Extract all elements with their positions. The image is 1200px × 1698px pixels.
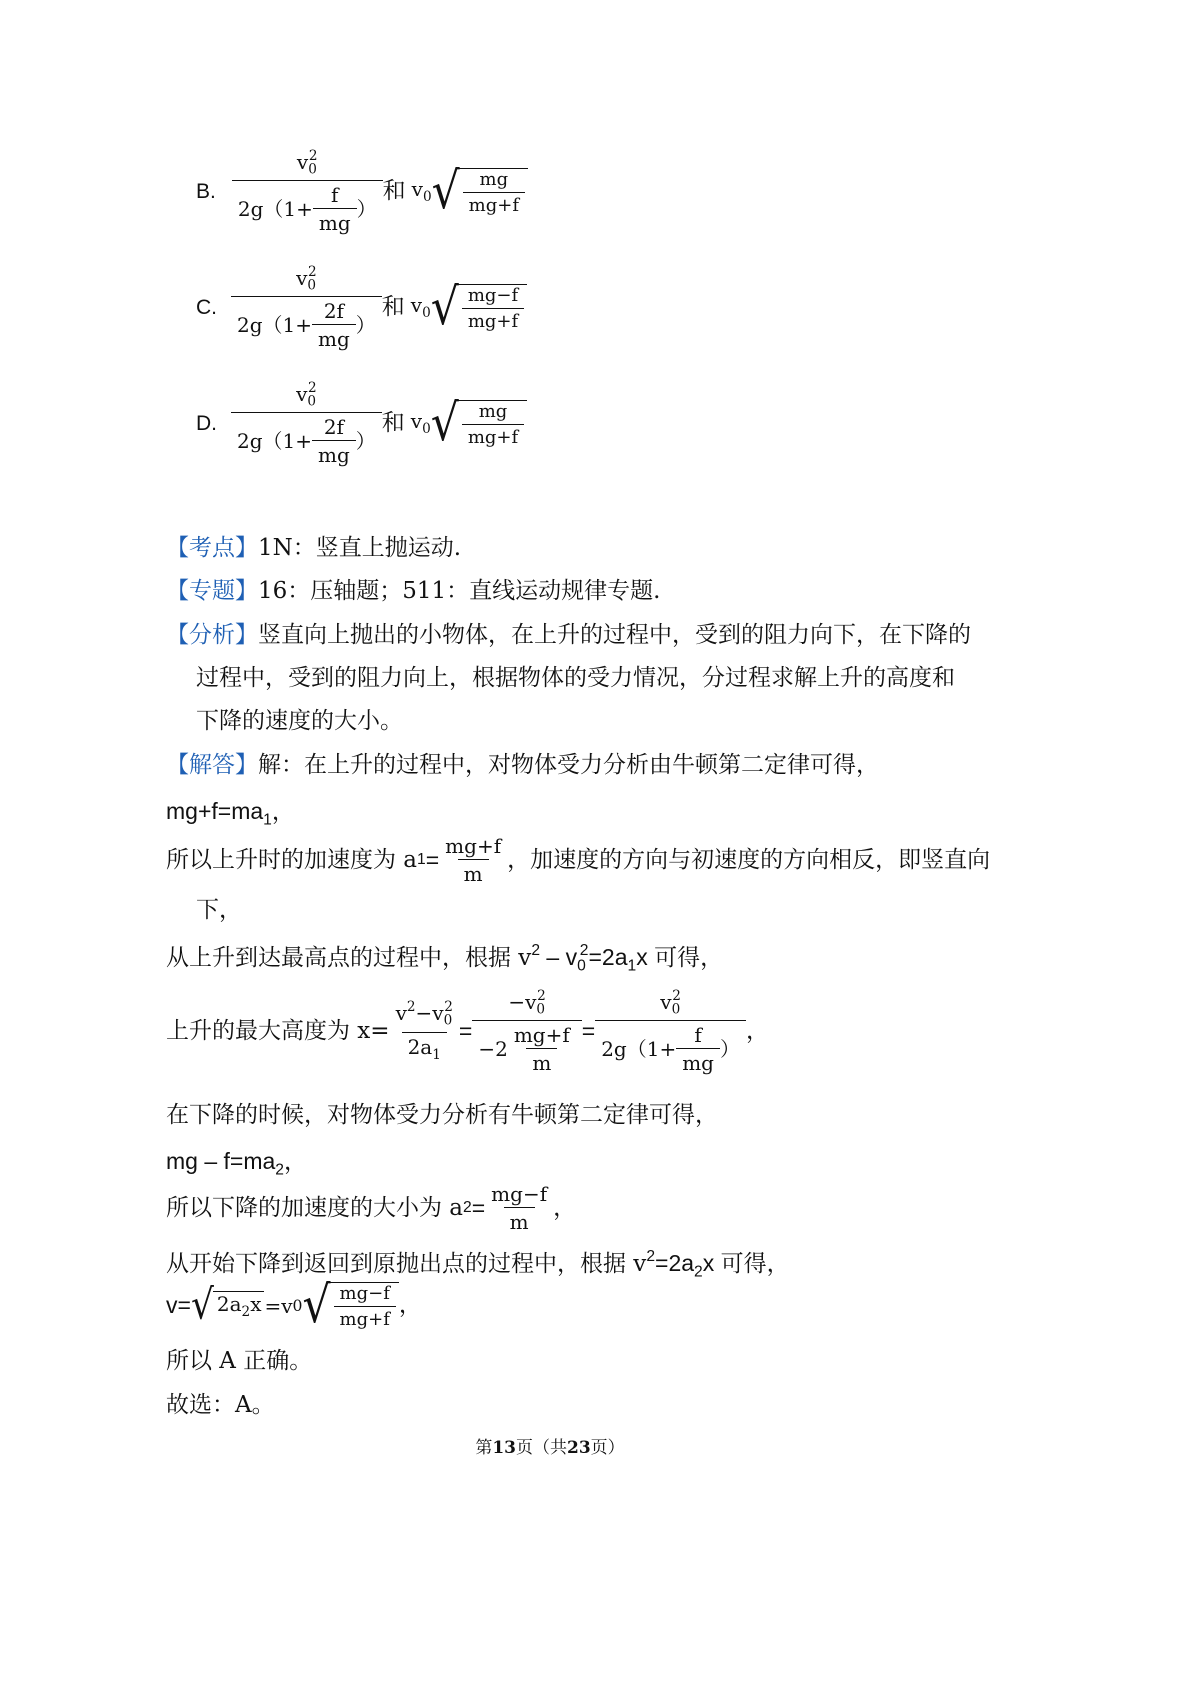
total-pages: 23 [567, 1438, 591, 1458]
tag-jieda: 【解答】 [166, 752, 258, 778]
option-letter: C. [196, 295, 217, 319]
tag-fenxi: 【分析】 [166, 622, 258, 648]
section-fenxi: 【分析】竖直向上抛出的小物体，在上升的过程中，受到的阻力向下，在下降的 [166, 622, 971, 648]
option-d-height-fraction: $v_0^2$ 2g（1+ $\frac{2f}{mg}$ ） [231, 382, 382, 465]
option-c-sqrt: √ $\frac{mg-f}{mg+f}$ [431, 284, 527, 331]
option-c [196, 264, 527, 352]
tag-kaodian: 【考点】 [166, 535, 258, 561]
acc2-fraction: $\frac{mg-f}{m}$ [491, 1182, 548, 1234]
option-letter: B. [196, 179, 216, 203]
equation-ascent: $mg+f=ma_1$， [166, 798, 295, 829]
option-c-height-fraction: $v_0^2$ 2g（1+ $\frac{2f}{mg}$ ） [231, 266, 382, 349]
option-d-sqrt: √ $\frac{mg}{mg+f}$ [431, 400, 527, 447]
equation-descent: mg – $f=ma_2$， [166, 1148, 307, 1179]
option-d [196, 380, 527, 468]
descent-acceleration-line: 所以下降的加速度的大小为 a 2 = $\frac{mg-f}{m}$ ， [166, 1182, 577, 1234]
and-word: 和 [381, 294, 405, 321]
tag-zhuanti: 【专题】 [166, 578, 258, 604]
fenxi-line3: 下降的速度的大小。 [196, 708, 403, 734]
option-b-speed: $v_0$ [411, 176, 432, 205]
option-b [196, 148, 528, 236]
correct-statement: 所以 A 正确。 [166, 1348, 313, 1374]
velocity-sqrt-2: √ $\frac{mg-f}{mg+f}$ [303, 1282, 399, 1329]
velocity-line: v= √ $2a_2x$ =v 0 √ $\frac{mg-f}{mg+f}$ ， [166, 1275, 422, 1335]
option-c-speed: $v_0$ [410, 292, 431, 321]
velocity-sqrt-1: √ $2a_2x$ [191, 1288, 265, 1324]
section-jieda: 【解答】解：在上升的过程中，对物体受力分析由牛顿第二定律可得， [166, 752, 879, 778]
section-kaodian: 【考点】1N：竖直上抛运动. [166, 535, 462, 561]
descent-text: 在下降的时候，对物体受力分析有牛顿第二定律可得， [166, 1102, 718, 1128]
ascent-acceleration-line: 所以上升时的加速度为 a 1 = $\frac{mg+f}{m}$ ，加速度的方向与初速度的方向相反，即竖直向 [166, 834, 991, 886]
fenxi-line2: 过程中，受到的阻力向上，根据物体的受力情况，分过程求解上升的高度和 [196, 665, 955, 691]
option-b-sqrt: √ $\frac{mg}{mg+f}$ [432, 168, 528, 215]
section-zhuanti: 【专题】16：压轴题；511：直线运动规律专题. [166, 578, 661, 604]
and-word: 和 [381, 410, 405, 437]
height-fraction-3: $v_0^2$ 2g（1+ $\frac{f}{mg}$ ） [595, 990, 746, 1073]
height-fraction-1: $\frac{v^2-v_0^2}{2a_1}$ [395, 999, 453, 1063]
max-height-line: 上升的最大高度为 x= $\frac{v^2-v_0^2}{2a_1}$ = $-v_0^2$ −2 $\frac{mg+f}{m}$ = $v_0^2$ 2g（1+ $\frac{f}{mg}$ ） ， [166, 988, 769, 1076]
final-answer: 故选：A。 [166, 1392, 275, 1418]
acc-fraction: $\frac{mg+f}{m}$ [445, 834, 502, 886]
return-line: 从开始下降到返回到原抛出点的过程中，根据 $v^2=2a_2x$ 可得， [166, 1248, 790, 1281]
option-letter: D. [196, 411, 217, 435]
ascent-acceleration-line2: 下， [196, 897, 242, 923]
height-fraction-2: $-v_0^2$ −2 $\frac{mg+f}{m}$ [472, 990, 581, 1073]
and-word: 和 [382, 178, 406, 205]
top-point-line: 从上升到达最高点的过程中，根据 $v^2 - v_0^2=2a_1x$ 可得， [166, 942, 724, 975]
page-footer: 第13页（共23页） [475, 1438, 625, 1458]
page-number: 13 [492, 1438, 516, 1458]
option-b-height-fraction: $v_0^2$ 2g（1+ $\frac{f}{mg}$ ） [232, 150, 383, 233]
option-d-speed: $v_0$ [410, 408, 431, 437]
